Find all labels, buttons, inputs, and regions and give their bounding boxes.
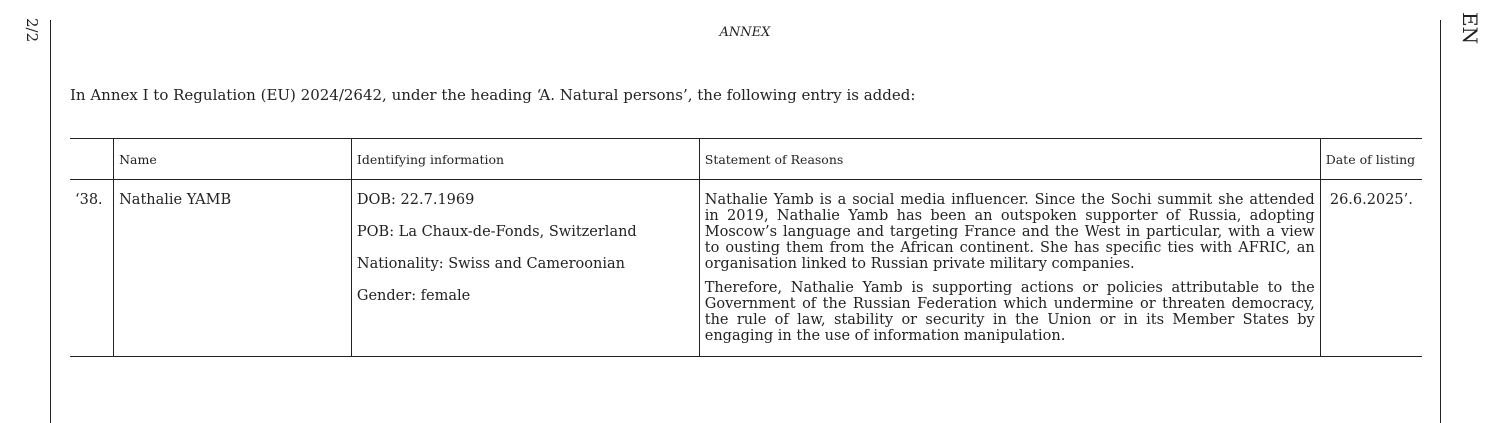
left-margin-rule [50,20,51,423]
identifying-gender: Gender: female [356,288,471,304]
header-date-of-listing: Date of listing [1320,139,1422,180]
page-number: 2/2 [23,18,41,43]
table-row [70,180,1422,357]
entry-number: ‘38. [70,180,114,357]
entry-statement-of-reasons [699,180,1320,357]
right-margin-rule [1440,20,1441,423]
sanctions-entry-table [70,138,1422,357]
identifying-dob: DOB: 22.7.1969 [356,192,475,208]
entry-identifying-information [351,180,699,357]
entry-date-of-listing: 26.6.2025’. [1320,180,1422,357]
intro-paragraph: In Annex I to Regulation (EU) 2024/2642, under the heading ‘A. Natural persons’, the following entry is added: [70,86,916,104]
header-statement-of-reasons: Statement of Reasons [699,139,1320,180]
identifying-pob: POB: La Chaux-de-Fonds, Switzerland [356,224,637,240]
identifying-nationality: Nationality: Swiss and Cameroonian [356,256,625,272]
language-code: EN [1458,12,1482,45]
header-name: Name [114,139,352,180]
header-identifying-information: Identifying information [351,139,699,180]
reasons-paragraph: Nathalie Yamb is a social media influencer. Since the Sochi summit she attended in 2019, Nathalie Yamb has been an outspoken supporter of Russia, adopting Moscow’s language and targeting France and the West in particular, with a view to ousting them from the African continent. She has specific ties with AFRIC, an organisation linked to Russian private military companies. [704,192,1315,272]
table-header-row [70,139,1422,180]
reasons-paragraph: Therefore, Nathalie Yamb is supporting actions or policies attributable to the Government of the Russian Federation which undermine or threaten democracy, the rule of law, stability or security in the Union or in its Member States by engaging in the use of information manipulation. [704,280,1315,344]
annex-title: ANNEX [719,25,771,40]
entry-name: Nathalie YAMB [114,180,352,357]
header-number [70,139,114,180]
